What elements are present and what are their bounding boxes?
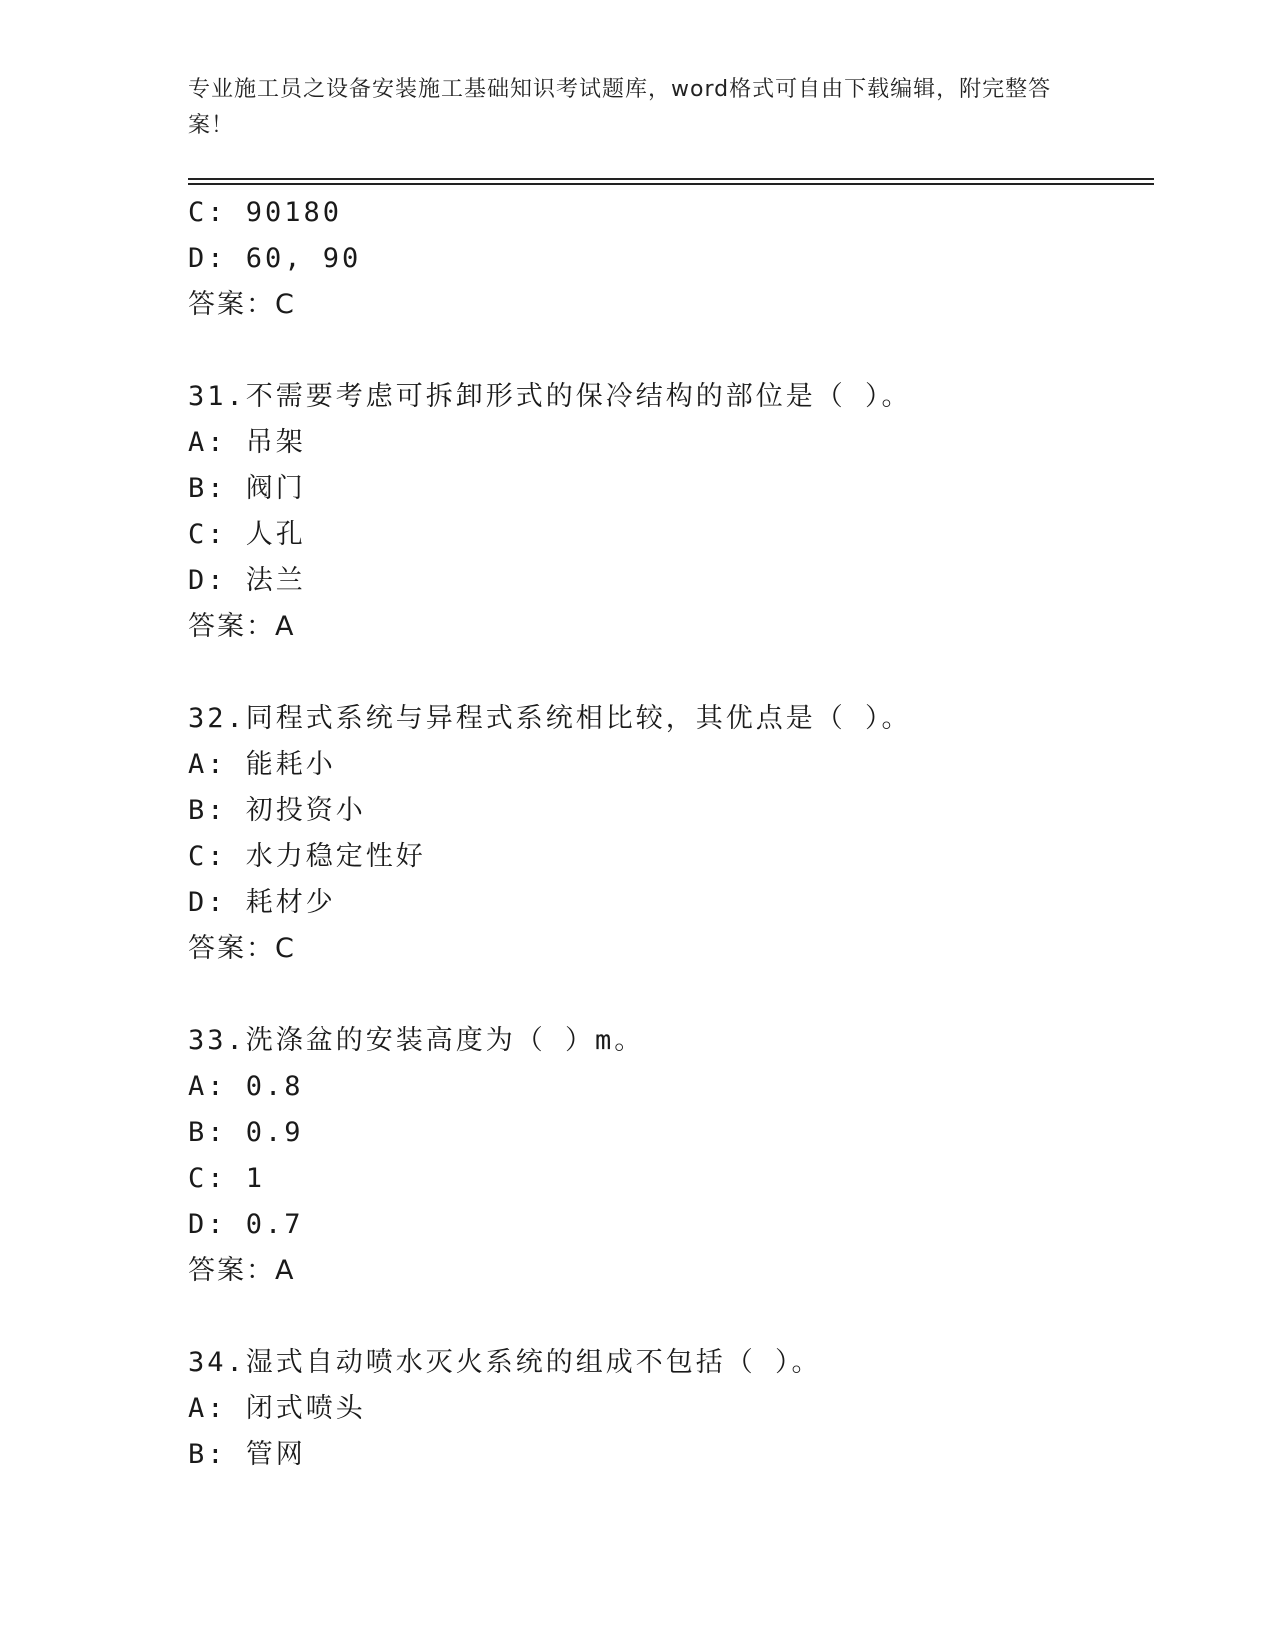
option-b: B: 阀门	[188, 473, 306, 504]
option-a: A: 0.8	[188, 1071, 304, 1102]
option-d: D: 法兰	[188, 565, 306, 596]
question-stem: 34.湿式自动喷水灭火系统的组成不包括（ ）。	[188, 1347, 822, 1378]
option-d: D: 耗材少	[188, 887, 336, 918]
option-d: D: 0.7	[188, 1209, 304, 1240]
page-header: 专业施工员之设备安装施工基础知识考试题库，word格式可自由下载编辑，附完整答案！	[188, 77, 1052, 138]
spacer	[188, 328, 1148, 374]
question-block-34	[188, 1340, 1148, 1478]
answer-line: 答案：A	[188, 1255, 296, 1286]
option-c: C: 1	[188, 1163, 266, 1194]
option-c: C: 人孔	[188, 519, 306, 550]
question-block-32	[188, 696, 1148, 972]
option-c: C: 90180	[188, 197, 343, 228]
option-a: A: 吊架	[188, 427, 306, 458]
question-stem: 32.同程式系统与异程式系统相比较，其优点是（ ）。	[188, 703, 912, 734]
option-a: A: 闭式喷头	[188, 1393, 366, 1424]
answer-line: 答案：C	[188, 289, 296, 320]
option-b: B: 管网	[188, 1439, 306, 1470]
answer-line: 答案：C	[188, 933, 296, 964]
header-divider-bottom	[188, 183, 1154, 185]
option-a: A: 能耗小	[188, 749, 336, 780]
option-b: B: 初投资小	[188, 795, 366, 826]
option-c: C: 水力稳定性好	[188, 841, 426, 872]
question-stem: 33.洗涤盆的安装高度为（ ）m。	[188, 1025, 645, 1056]
spacer	[188, 972, 1148, 1018]
header-divider-top	[188, 178, 1154, 180]
question-block-33	[188, 1018, 1148, 1294]
question-stem: 31.不需要考虑可拆卸形式的保冷结构的部位是（ ）。	[188, 381, 912, 412]
question-list	[188, 190, 1148, 1478]
spacer	[188, 650, 1148, 696]
question-block-31	[188, 374, 1148, 650]
answer-line: 答案：A	[188, 611, 296, 642]
option-b: B: 0.9	[188, 1117, 304, 1148]
option-d: D: 60, 90	[188, 243, 362, 274]
spacer	[188, 1294, 1148, 1340]
